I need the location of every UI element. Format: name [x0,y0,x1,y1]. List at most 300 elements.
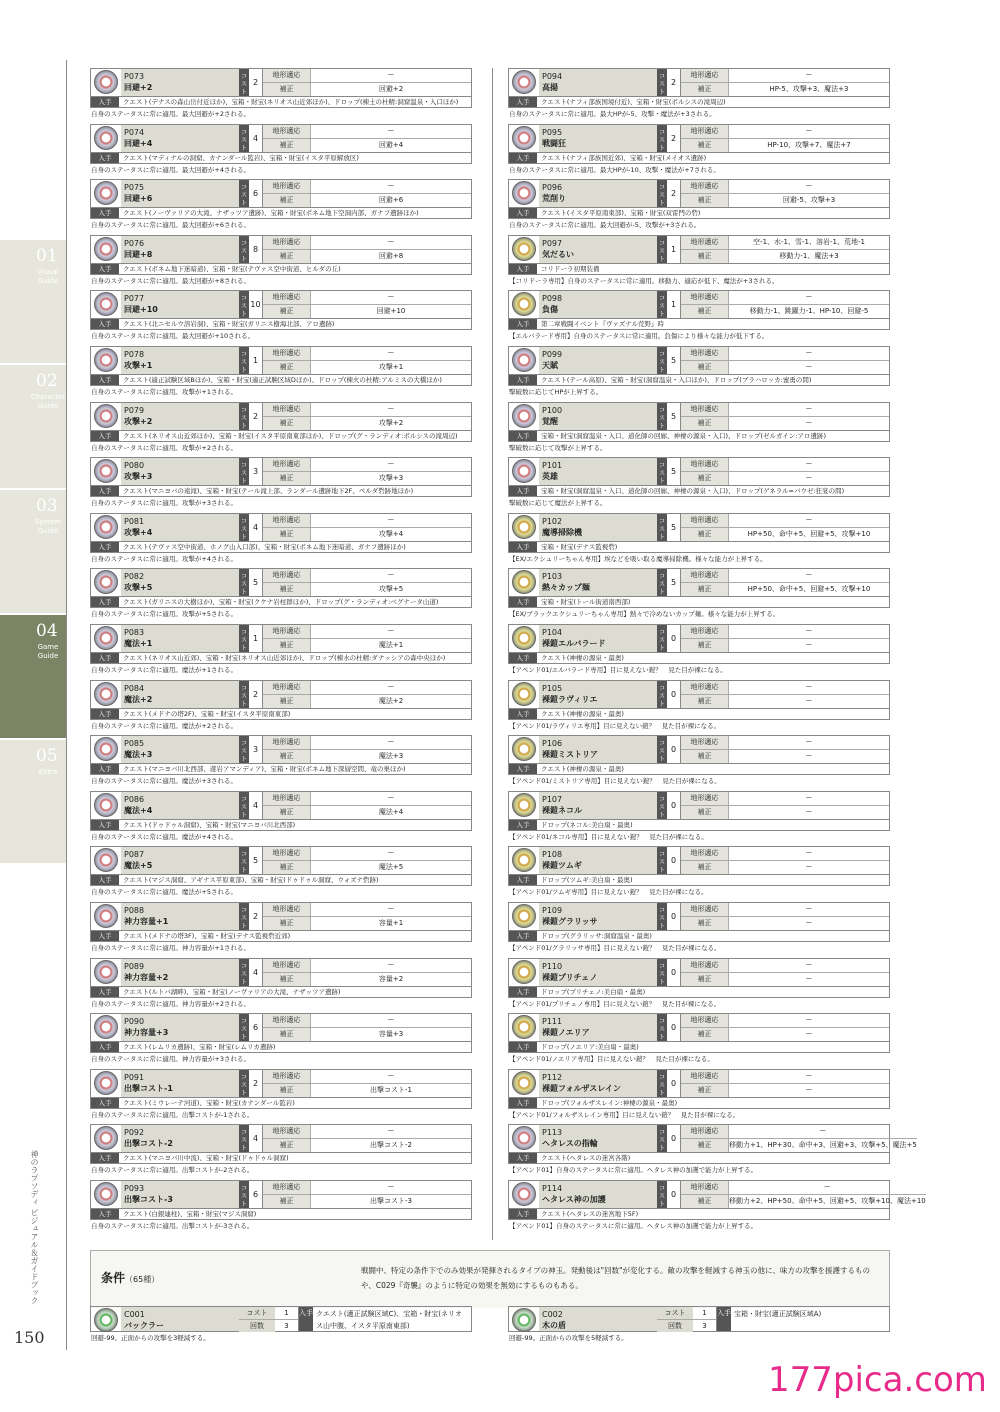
bonus-value: ー [805,807,813,816]
gem-entry [508,624,890,680]
bonus-row [681,695,889,708]
gem-namebox [121,347,239,374]
terrain-value: ー [387,71,395,79]
chapter-tab-02 [0,365,66,490]
gem-description: 自身のステータスに常に適用。最大回避が+8される。 [91,276,250,285]
bonus-label: 補正 [263,83,311,96]
bonus-label: 補正 [263,417,311,430]
terrain-value: ー [805,460,813,469]
gem-entry [90,1069,472,1125]
gem-namebox [539,69,657,96]
bonus-value: 移動力+2、HP+50、命中+5、回避+5、攻撃+10、魔法+10 [729,1196,926,1205]
terrain-value: ー [387,237,395,246]
gem-description: 自身のステータスに常に適用。攻撃が+2される。 [91,443,237,452]
gem-entry [508,68,890,124]
gem-id: P083 [124,627,145,637]
acquire-text: クエスト(神棲の源泉・最奥) [541,709,624,718]
gem-entry [90,1124,472,1180]
bonus-value: 魔法+3 [378,752,404,761]
gem-name: 裸鎧プリチェノ [542,972,598,982]
bonus-label: 補正 [263,1139,311,1152]
bonus-row [263,83,471,96]
terrain-row [681,1181,926,1195]
terrain-row [681,959,889,973]
gem-namebox [539,1014,657,1041]
cost-value: 5 [249,569,263,596]
gem-description: 【アペンド01/ネコル専用】目に見えない鎧？ 見た目が裸になる。 [509,832,708,841]
terrain-row [263,736,471,750]
bonus-label: 補正 [681,361,729,374]
terrain-row [681,903,889,917]
gem-namebox [121,736,239,763]
bonus-row [263,583,471,596]
acquire-row [508,541,890,553]
bonus-value: 出撃コスト-1 [370,1085,412,1094]
acquire-text: 宝箱・財宝(洞窟温泉・入口、道化師の回廊、神棲の源泉・入口)、ドロップ(ゲネラル=バウゼ:狂宴の間) [541,487,845,496]
acquire-text: クエスト(ミウレーテ河道)、宝箱・財宝(カナンダール監岩) [123,1098,295,1107]
acquire-row [90,708,472,720]
acquire-text: クエスト(ヘタレスの迷宮各階) [541,1154,631,1163]
gem-namebox [539,236,657,263]
cost-label: コスト [239,847,249,874]
terrain-value: ー [805,904,813,913]
cost-label: コスト [657,403,667,430]
acquire-label: 入手 [91,375,119,385]
cost-label: コスト [657,69,667,96]
terrain-row [263,625,471,639]
acquire-row [90,1152,472,1164]
chapter-number: 04 [36,621,58,641]
condition-id: C001 [124,1310,145,1319]
gem-attributes [263,736,471,763]
bonus-row [681,417,889,430]
gem-entry [90,1180,472,1236]
cost-label: コスト [239,403,249,430]
gem-icon [512,515,536,539]
terrain-value: ー [387,904,395,913]
gem-attributes [681,903,889,930]
terrain-label: 地形適応 [263,458,311,471]
acquire-label: 入手 [91,97,119,107]
gem-description: 自身のステータスに常に適用。出撃コストが-2される。 [91,1166,254,1175]
gem-description: 自身のステータスに常に適用。魔法が+2される。 [91,721,237,730]
acquire-row [90,930,472,942]
gem-icon [94,1308,118,1332]
gem-namebox [539,625,657,652]
gem-header-row [90,346,472,374]
gem-description: 【EX/エクシュリーちゃん専用】埃などを吸い取る魔導掃除機。様々な能力が上昇する。 [509,554,767,563]
bonus-value: 攻撃+2 [378,418,404,427]
terrain-label: 地形適応 [681,347,729,360]
condition-header-row [90,1306,472,1332]
acquire-row [90,152,472,164]
acquire-label: 入手 [91,319,119,329]
gem-namebox [539,903,657,930]
acquire-row [508,874,890,886]
terrain-value: ー [387,182,395,191]
cost-value: 0 [667,681,681,708]
gem-icon [512,1015,536,1039]
terrain-value: ー [387,1182,395,1191]
acquire-label: 入手 [91,1209,119,1219]
gem-name: 攻撃+3 [124,472,153,482]
bonus-value: HP+50、命中+5、回避+5、攻撃+10 [747,585,871,594]
gem-entry [90,235,472,291]
acquire-row [90,96,472,108]
bonus-value: 攻撃+4 [378,529,404,538]
cost-label: コスト [657,291,667,318]
cost-label: コスト [239,347,249,374]
gem-attributes [263,1014,471,1041]
acquire-text: クエスト(レムリカ遺跡)、宝箱・財宝(レムリカ遺跡) [123,1043,276,1052]
cost-value: 4 [249,792,263,819]
gem-entry [90,346,472,402]
gem-description: 【コリドーラ専用】自身のステータスに常に適用。移動力、適応が低下、魔法が+3される。 [509,276,779,285]
bonus-label: 補正 [681,695,729,708]
condition-stats [239,1307,299,1331]
bonus-value: 回避+4 [378,140,404,149]
watermark: 177pica.com [768,1360,987,1400]
gem-name: 英雄 [542,472,558,482]
cost-row [239,1307,298,1320]
gem-header-row [90,513,472,541]
acquire-row [508,1097,890,1109]
acquire-label: 入手 [91,931,119,941]
gem-id: P079 [124,405,145,415]
acquire-text: クエスト(マジス洞窟、アギナス平原東部)、宝箱・財宝(ドゥドゥル洞窟、ウォズナ砦跡) [123,876,379,885]
cost-value: 2 [249,681,263,708]
acquire-text: コリドーラ初期装備 [541,264,600,273]
gem-attributes [263,847,471,874]
gem-entry [90,1013,472,1069]
bonus-label: 補正 [681,194,729,207]
gem-description: 【アペンド01/ラヴィリエ専用】目に見えない鎧？ 見た目が裸になる。 [509,721,721,730]
gem-attributes [681,736,889,763]
acquire-label: 入手 [509,1098,537,1108]
gem-name: 戦闘狂 [542,138,566,148]
chapter-tab-01 [0,240,66,365]
acquire-text: クエスト(適正試験区域C)、宝箱・財宝(ネリオス山中腹、イスタ平原南東部) [316,1310,462,1330]
acquire-label: 入手 [91,764,119,774]
gem-name: 裸鎧ミストリア [542,750,598,760]
bonus-row [263,361,471,374]
bonus-row [681,1084,889,1097]
gem-namebox [539,180,657,207]
gem-header-row [508,902,890,930]
gem-id: P074 [124,127,145,137]
chapter-tab-04 [0,615,66,740]
chapter-subtitle: System Guide [34,518,62,535]
gem-header-row [508,1069,890,1097]
gem-namebox [121,458,239,485]
bonus-label: 補正 [263,917,311,930]
acquire-row [508,263,890,275]
gem-name: 出撃コスト-2 [124,1139,173,1149]
acquire-row [90,1041,472,1053]
cost-label: コスト [239,458,249,485]
bonus-label: 補正 [681,528,729,541]
gem-description: 【アペンド01/プリチェノ専用】目に見えない鎧？ 見た目が裸になる。 [509,999,721,1008]
bonus-value: 回避-5、攻撃+3 [782,196,836,205]
gem-entry [508,402,890,458]
bonus-row [263,973,471,986]
cost-value: 4 [249,514,263,541]
acquire-label: 入手 [509,431,537,441]
gem-header-row [90,124,472,152]
gem-description: 【アペンド01/ツムギ専用】目に見えない鎧？ 見た目が裸になる。 [509,888,708,897]
acquire-label: 入手 [509,653,537,663]
gem-namebox [121,291,239,318]
terrain-value: ー [387,738,395,747]
cost-label: コスト [239,291,249,318]
gem-description: 自身のステータスに常に適用。攻撃が+3される。 [91,499,237,508]
acquire-text: クエスト(マニヨバ川中流)、宝箱・財宝(ドゥドゥル洞窟) [123,1154,289,1163]
acquire-label: 入手 [91,208,119,218]
chapter-subtitle: Character Guide [30,393,66,410]
acquire-text: 宝箱・財宝(デナス監視砦) [541,542,618,551]
gem-description: 撃破数に応じてHPが上昇する。 [509,387,603,396]
bonus-value: 容量+3 [378,1030,404,1039]
cost-label: コスト [239,1014,249,1041]
gem-name: 魔法+3 [124,750,153,760]
bonus-row [681,361,889,374]
acquire-text: ドロップ(ノエリア:美白扇・最奥) [541,1043,639,1052]
gem-description: 自身のステータスに常に適用。出撃コストが-3される。 [91,1221,254,1230]
cost-label: コスト [239,236,249,263]
gem-entry [508,568,890,624]
gem-attributes [263,180,471,207]
conditions-title [101,1269,159,1286]
gem-attributes [263,403,471,430]
gem-id: P078 [124,349,145,359]
cost-label: コスト [239,514,249,541]
chapter-number: 01 [36,246,58,266]
terrain-value: ー [387,626,395,635]
terrain-value: ー [387,460,395,469]
gem-attributes [681,514,889,541]
gem-name: 攻撃+4 [124,527,153,537]
terrain-label: 地形適応 [263,514,311,527]
gem-header-row [90,1180,472,1208]
chapter-tab-03 [0,490,66,615]
gem-header-row [508,1124,917,1153]
gem-entry [90,68,472,124]
acquire-label: 入手 [91,1042,119,1052]
terrain-row [263,681,471,695]
bonus-label: 補正 [681,472,729,485]
cost-value: 6 [249,1014,263,1041]
gem-entry [508,290,890,346]
gem-namebox [121,125,239,152]
cost-label: コスト [657,903,667,930]
gem-id: P082 [124,572,145,582]
gem-namebox [121,1070,239,1097]
acquire-text: クエスト(ナフィ部族国境付近)、宝箱・財宝(ボルシスの滝周辺) [541,98,726,106]
terrain-label: 地形適応 [263,569,311,582]
cost-value: 2 [667,69,681,96]
gem-id: P107 [542,794,563,804]
gem-namebox [121,792,239,819]
bonus-row [263,1195,471,1208]
gem-namebox [121,514,239,541]
cost-label: コスト [239,180,249,207]
condition-description: 回避-99。正面からの攻撃を5軽減する。 [509,1334,628,1342]
cost-value: 1 [249,347,263,374]
cost-label: コスト [239,1307,275,1319]
chapter-subtitle: Game Guide [37,643,59,660]
gem-namebox [121,959,239,986]
acquire-text: クエスト(マディナルの洞窟、カナンダール監岩)、宝箱・財宝(イスタ平原解放区) [123,153,359,162]
gem-header-row [90,902,472,930]
gem-attributes [681,1125,917,1152]
gem-name: 出撃コスト-1 [124,1083,173,1093]
acquire-row [508,430,890,442]
gem-header-row [508,235,890,263]
gem-header-row [508,568,890,596]
gem-namebox [539,125,657,152]
terrain-row [681,403,889,417]
gem-attributes [681,403,889,430]
condition-entry [508,1306,890,1346]
condition-entry [90,1306,472,1346]
bonus-value: 移動力+1、HP+30、命中+3、回避+3、攻撃+5、魔法+5 [729,1141,917,1150]
gem-attributes [681,1181,926,1208]
terrain-value: ー [805,793,813,802]
bonus-label: 補正 [263,472,311,485]
terrain-value: ー [805,849,813,858]
terrain-row [263,180,471,194]
acquire-label: 入手 [509,1042,537,1052]
acquire-label: 入手 [91,597,119,607]
gem-entry [90,513,472,569]
gem-name: 荒削り [542,194,566,204]
acquire-row [508,930,890,942]
acquire-row [90,652,472,664]
gem-namebox [539,1181,657,1208]
gem-namebox [539,847,657,874]
terrain-row [263,69,471,83]
gem-namebox [539,403,657,430]
gem-entry [508,1013,890,1069]
acquire-row [90,374,472,386]
terrain-label: 地形適応 [263,236,311,249]
bonus-row [681,750,889,763]
gem-attributes [263,347,471,374]
acquire-label: 入手 [299,1307,313,1331]
chapter-number: 02 [36,371,58,391]
terrain-label: 地形適応 [263,681,311,694]
cost-value: 0 [667,1125,681,1152]
gem-header-row [90,1124,472,1152]
gem-description: 自身のステータスに常に適用。魔法が+5される。 [91,888,237,897]
bonus-label: 補正 [681,806,729,819]
gem-description: 自身のステータスに常に適用。魔法が+1される。 [91,665,237,674]
gem-id: P073 [124,72,145,81]
bonus-label: 補正 [263,583,311,596]
gem-icon [512,237,536,261]
gem-description: 【EX/ブラックエクシュリーちゃん専用】熱々で冷めないカップ麺。様々な能力が上昇する。 [509,610,780,619]
cost-value: 1 [667,236,681,263]
cost-label: コスト [239,736,249,763]
terrain-label: 地形適応 [681,681,729,694]
condition-id: C002 [542,1310,563,1319]
gem-icon [94,292,118,316]
acquire-text: 宝箱・財宝(適正試験区域A) [734,1310,822,1318]
cost-value: 1 [702,1309,707,1317]
terrain-row [263,403,471,417]
cost-value: 0 [667,1014,681,1041]
acquire-label: 入手 [509,153,537,163]
cost-label: コスト [239,125,249,152]
gem-attributes [681,959,889,986]
gem-name: ヘタレス神の加護 [542,1194,606,1204]
gem-name: 裸鎧ネコル [542,805,582,815]
acquire-text: 宝箱・財宝(トール街道南西部) [541,598,631,607]
gem-id: P081 [124,516,145,526]
cost-value: 2 [249,1070,263,1097]
acquire-text: ドロップ(ネコル:美白扇・最奥) [541,820,633,829]
bonus-value: ー [805,918,813,927]
gem-entry [90,902,472,958]
cost-value: 1 [284,1309,289,1317]
gem-attributes [263,569,471,596]
bonus-row [681,973,889,986]
gem-icon [512,181,536,205]
gem-namebox [121,1125,239,1152]
terrain-value: ー [805,960,813,969]
bonus-value: 魔法+1 [378,640,404,649]
gem-namebox [121,569,239,596]
cost-label: コスト [657,625,667,652]
gem-header-row [508,735,890,763]
acquire-row [90,318,472,330]
gem-id: P098 [542,294,563,304]
terrain-row [263,903,471,917]
gem-attributes [263,69,471,96]
terrain-row [263,125,471,139]
bonus-label: 補正 [681,1195,729,1208]
gem-name: 裸鎧エルバラード [542,638,606,648]
gem-description: 【アペンド01】自身のステータスに常に適用。ヘタレス神の加護で能力が上昇する。 [509,1166,758,1175]
gem-icon [94,904,118,928]
acquire-row [90,1097,472,1109]
gem-namebox [121,903,239,930]
gem-namebox [539,347,657,374]
bonus-label: 補正 [263,250,311,263]
cost-label: コスト [657,1181,667,1208]
acquire-text: 宝箱・財宝(洞窟温泉・入口、道化師の回廊、神棲の源泉・入口)、ドロップ(ゼルガイン:アロ遺跡) [541,431,827,440]
gem-name: 裸鎧フォルザスレイン [542,1083,621,1093]
terrain-label: 地形適応 [681,847,729,860]
gem-header-row [90,290,472,318]
left-column [90,68,472,1235]
gem-icon [94,515,118,539]
bonus-row [681,1139,917,1152]
gem-id: P104 [542,627,563,637]
terrain-label: 地形適応 [263,180,311,193]
cost-label: コスト [657,1070,667,1097]
acquire-row [90,541,472,553]
terrain-value: ー [805,515,813,524]
gem-name: 回避+4 [124,138,153,148]
terrain-row [263,792,471,806]
acquire-text: クエスト(ドゥドゥル洞窟)、宝箱・財宝(マニヨバ川北西部) [123,820,296,829]
gem-id: P086 [124,794,145,804]
gem-icon [94,1015,118,1039]
acquire-row [90,819,472,831]
bonus-row [263,1139,471,1152]
gem-description: 【エルバラード専用】自身のステータスに常に適用。負傷により様々な能力が低下する。 [509,332,769,341]
